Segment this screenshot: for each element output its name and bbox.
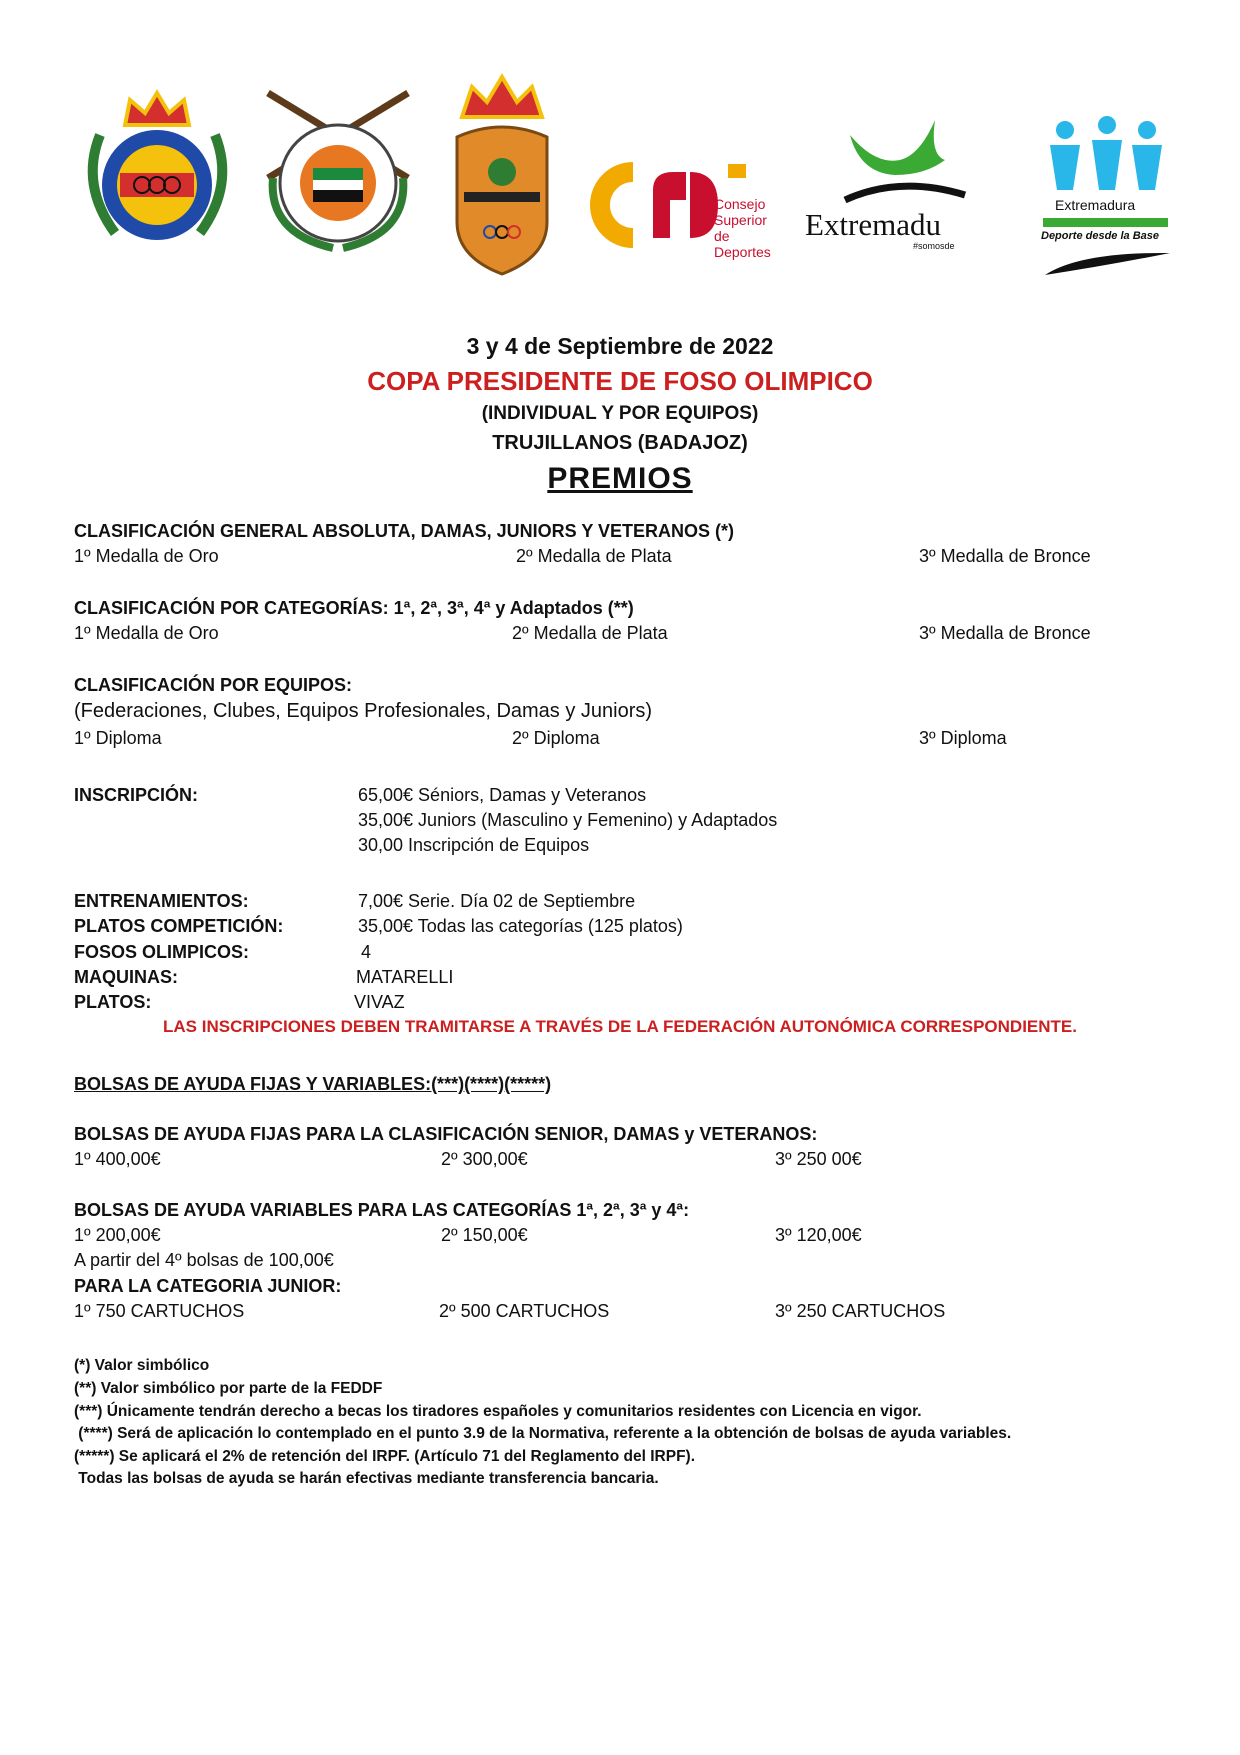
note-5: (*****) Se aplicará el 2% de retención del IRPF. (Artículo 71 del Reglamento del IRPF). <box>74 1448 696 1465</box>
premios-heading: PREMIOS <box>547 462 693 495</box>
bolsas-fijas-2: 2º 300,00€ <box>441 1149 528 1169</box>
note-1: (*) Valor simbólico <box>74 1357 210 1374</box>
entrenamientos-value: 7,00€ Serie. Día 02 de Septiembre <box>358 891 636 911</box>
deporte-base-line2: Deporte desde la Base <box>1041 230 1159 242</box>
event-place: TRUJILLANOS (BADAJOZ) <box>492 432 748 454</box>
categorias-prize-3: 3º Medalla de Bronce <box>919 623 1091 643</box>
bolsas-variables-note: A partir del 4º bolsas de 100,00€ <box>74 1250 334 1270</box>
shooting-club-logo <box>452 72 552 277</box>
equipos-prize-2: 2º Diploma <box>512 728 600 748</box>
bolsas-fijas-heading: BOLSAS DE AYUDA FIJAS PARA LA CLASIFICACIÓN SENIOR, DAMAS y VETERANOS: <box>74 1124 818 1144</box>
extremadura-logo <box>805 115 995 255</box>
categorias-heading: CLASIFICACIÓN POR CATEGORÍAS: 1ª, 2ª, 3ª, 4ª y Adaptados (**) <box>74 598 634 618</box>
general-heading: CLASIFICACIÓN GENERAL ABSOLUTA, DAMAS, JUNIORS Y VETERANOS (*) <box>74 521 735 541</box>
csd-line1: Consejo <box>714 196 766 212</box>
csd-line3: de Deportes <box>714 228 771 260</box>
rfedeto-logo <box>70 75 245 250</box>
general-prize-2: 2º Medalla de Plata <box>516 546 672 566</box>
equipos-prize-3: 3º Diploma <box>919 728 1007 748</box>
inscripcion-line-3: 30,00 Inscripción de Equipos <box>358 835 590 855</box>
junior-heading: PARA LA CATEGORIA JUNIOR: <box>74 1276 342 1296</box>
deporte-base-bar <box>1043 218 1168 227</box>
bolsas-fijas-3: 3º 250 00€ <box>775 1149 862 1169</box>
equipos-heading: CLASIFICACIÓN POR EQUIPOS: <box>74 675 353 695</box>
event-title: COPA PRESIDENTE DE FOSO OLIMPICO <box>367 366 873 396</box>
deporte-base-logo <box>1035 115 1180 275</box>
bolsas-variables-1: 1º 200,00€ <box>74 1225 161 1245</box>
fexto-logo <box>253 88 423 253</box>
extremadura-tag: #somosde <box>913 241 955 251</box>
inscripcion-label: INSCRIPCIÓN: <box>74 785 199 805</box>
inscripcion-line-2: 35,00€ Juniors (Masculino y Femenino) y Adaptados <box>358 810 778 830</box>
rfedeto-emblem <box>70 75 245 250</box>
categorias-prize-2: 2º Medalla de Plata <box>512 623 668 643</box>
inscripcion-line-1: 65,00€ Séniors, Damas y Veteranos <box>358 785 647 805</box>
csd-logo <box>578 160 788 260</box>
note-2: (**) Valor simbólico por parte de la FEDDF <box>74 1380 383 1397</box>
general-prize-3: 3º Medalla de Bronce <box>919 546 1091 566</box>
warning-text: LAS INSCRIPCIONES DEBEN TRAMITARSE A TRAVÉS DE LA FEDERACIÓN AUTONÓMICA CORRESPONDIENTE. <box>163 1017 1077 1036</box>
extremadura-bird <box>805 115 995 205</box>
bolsas-variables-heading: BOLSAS DE AYUDA VARIABLES PARA LAS CATEGORÍAS 1ª, 2ª, 3ª y 4ª: <box>74 1200 690 1220</box>
bolsas-variables-3: 3º 120,00€ <box>775 1225 862 1245</box>
event-subtitle: (INDIVIDUAL Y POR EQUIPOS) <box>481 403 759 424</box>
deporte-base-swoosh <box>1040 247 1175 277</box>
note-3: (***) Únicamente tendrán derecho a becas los tiradores españoles y comunitarios residentes con Licencia en vigor. <box>74 1403 922 1420</box>
deporte-base-figures <box>1035 115 1180 200</box>
fexto-emblem <box>253 88 423 253</box>
junior-prize-2: 2º 500 CARTUCHOS <box>439 1301 610 1321</box>
maquinas-value: MATARELLI <box>356 967 454 987</box>
bolsas-heading: BOLSAS DE AYUDA FIJAS Y VARIABLES:(***)(****)(*****) <box>74 1074 552 1094</box>
extremadura-text: Extremadu <box>805 207 942 242</box>
fosos-label: FOSOS OLIMPICOS: <box>74 942 250 962</box>
platos-competicion-value: 35,00€ Todas las categorías (125 platos) <box>358 916 683 936</box>
junior-prize-3: 3º 250 CARTUCHOS <box>775 1301 946 1321</box>
csd-line2: Superior <box>714 212 767 228</box>
bolsas-fijas-1: 1º 400,00€ <box>74 1149 161 1169</box>
platos-competicion-label: PLATOS COMPETICIÓN: <box>74 916 284 936</box>
categorias-prize-1: 1º Medalla de Oro <box>74 623 219 643</box>
entrenamientos-label: ENTRENAMIENTOS: <box>74 891 249 911</box>
maquinas-label: MAQUINAS: <box>74 967 178 987</box>
equipos-prize-1: 1º Diploma <box>74 728 162 748</box>
bolsas-variables-2: 2º 150,00€ <box>441 1225 528 1245</box>
note-6: Todas las bolsas de ayuda se harán efectivas mediante transferencia bancaria. <box>74 1470 659 1487</box>
shooting-club-shield <box>452 72 552 277</box>
deporte-base-line1: Extremadura <box>1055 197 1136 213</box>
note-4: (****) Será de aplicación lo contemplado en el punto 3.9 de la Normativa, referente a la obtención de bolsas de ayuda variables. <box>74 1425 1012 1442</box>
platos-value: VIVAZ <box>354 992 405 1012</box>
event-date: 3 y 4 de Septiembre de 2022 <box>466 333 774 359</box>
general-prize-1: 1º Medalla de Oro <box>74 546 219 566</box>
fosos-value: 4 <box>361 942 372 962</box>
equipos-detail: (Federaciones, Clubes, Equipos Profesionales, Damas y Juniors) <box>74 700 653 722</box>
junior-prize-1: 1º 750 CARTUCHOS <box>74 1301 245 1321</box>
platos-label: PLATOS: <box>74 992 152 1012</box>
